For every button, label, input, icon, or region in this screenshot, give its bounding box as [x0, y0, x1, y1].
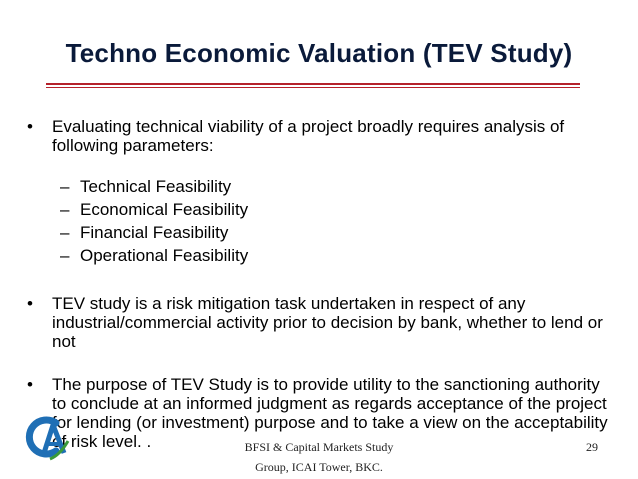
bullet-text-1: Evaluating technical viability of a project broadly requires analysis of following parameters: [52, 117, 565, 155]
dash-marker: – [60, 200, 70, 219]
title-underline [46, 83, 580, 85]
sub-item-4 [60, 244, 248, 267]
sub-item-2 [60, 198, 248, 221]
ca-logo-icon [20, 411, 72, 463]
bullet-text-3: The purpose of TEV Study is to provide utility to the sanctioning authority to conclude at an informed judgment as regards acceptance of the project for lending (or investment) purpose and to take a view on the acceptability of risk level. . [52, 375, 608, 451]
bullet-marker: • [27, 375, 33, 394]
sub-item-label: Economical Feasibility [80, 200, 249, 219]
footer-text [228, 437, 410, 477]
footer-line-2: Group, ICAI Tower, BKC. [255, 460, 383, 474]
dash-marker: – [60, 246, 70, 265]
bullet-text-2: TEV study is a risk mitigation task undertaken in respect of any industrial/commercial activity prior to decision by bank, whether to lend or not [52, 294, 603, 351]
bullet-marker: • [27, 117, 33, 136]
sub-item-label: Technical Feasibility [80, 177, 232, 196]
bullet-marker: • [27, 294, 33, 313]
page-number: 29 [586, 440, 598, 454]
sub-item-1 [60, 175, 231, 198]
sub-item-label: Financial Feasibility [80, 223, 229, 242]
sub-item-3 [60, 221, 228, 244]
dash-marker: – [60, 177, 70, 196]
slide-title: Techno Economic Valuation (TEV Study) [65, 38, 573, 68]
dash-marker: – [60, 223, 70, 242]
footer-line-1: BFSI & Capital Markets Study [244, 440, 394, 454]
title-underline-thin [46, 87, 580, 88]
sub-item-label: Operational Feasibility [80, 246, 249, 265]
